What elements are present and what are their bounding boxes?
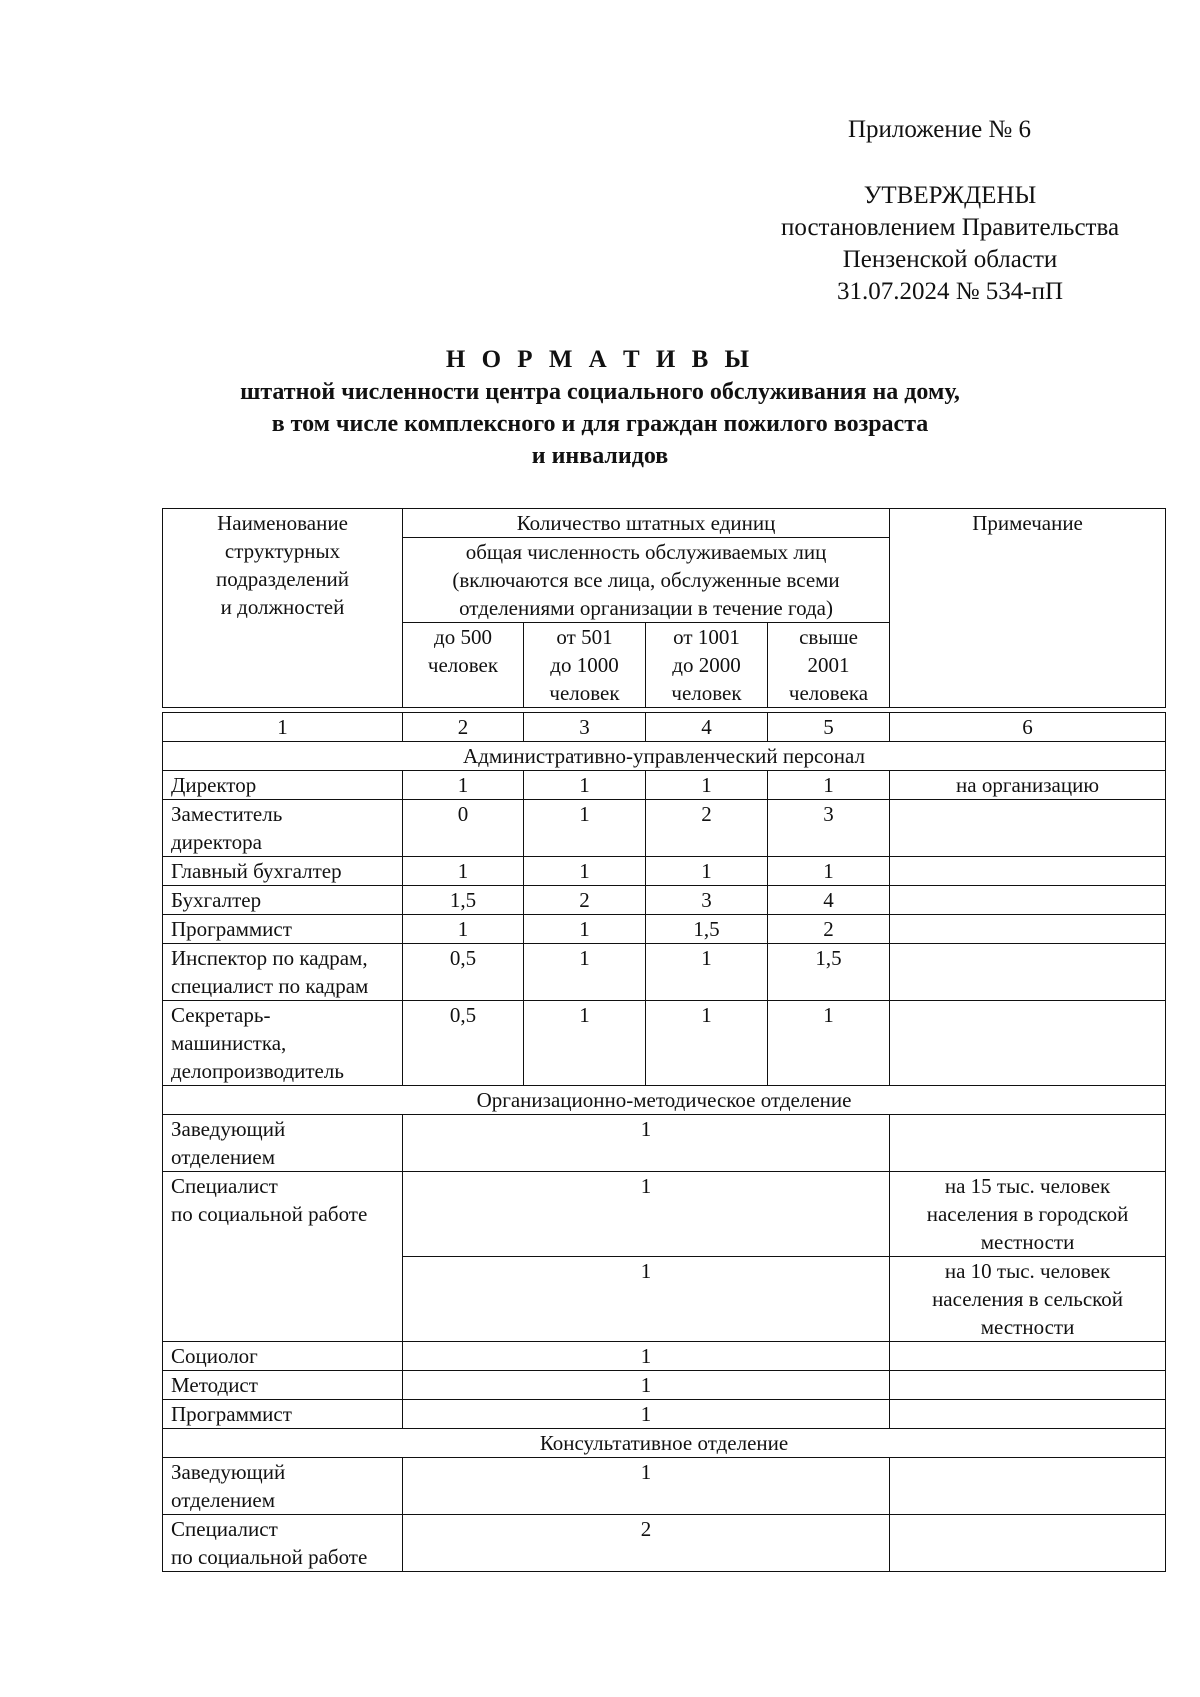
approval-block (740, 180, 1160, 308)
header-note-cell: Примечание (890, 509, 1166, 708)
approval-line: Пензенской области (842, 246, 1058, 273)
table-row: Программист 1 (163, 1400, 1166, 1429)
approval-line: постановлением Правительства (780, 214, 1120, 241)
table-row: Специалист по социальной работе 2 (163, 1515, 1166, 1572)
section-title: Консультативное отделение (163, 1429, 1166, 1458)
table-header-row (163, 509, 1166, 538)
section-title-row (163, 742, 1166, 771)
table-row: Методист 1 (163, 1371, 1166, 1400)
table-row: Директор 1 1 1 1 на организацию (163, 771, 1166, 800)
table-row: Главный бухгалтер 1 1 1 1 (163, 857, 1166, 886)
title-line: и инвалидов (531, 443, 669, 469)
table-row: 1 на 10 тыс. человек населения в сельской местности (163, 1257, 1166, 1342)
header-col-cell: от 1001 до 2000 человек (646, 623, 768, 708)
approval-line: УТВЕРЖДЕНЫ (863, 182, 1037, 209)
table-row: Социолог 1 (163, 1342, 1166, 1371)
table-row: Секретарь- машинистка, делопроизводитель 0,5 1 1 1 (163, 1001, 1166, 1086)
table-row: Инспектор по кадрам, специалист по кадрам 0,5 1 1 1,5 (163, 944, 1166, 1001)
header-group-cell: Количество штатных единиц (403, 509, 890, 538)
header-subgroup-cell: общая численность обслуживаемых лиц (включаются все лица, обслуженные всеми отделениями организации в течение года) (403, 538, 890, 623)
appendix-label: Приложение № 6 (848, 116, 1032, 143)
staffing-norms-table (162, 508, 1166, 1572)
table-row: Заведующий отделением 1 (163, 1458, 1166, 1515)
table-row: Заведующий отделением 1 (163, 1115, 1166, 1172)
table-row: Программист 1 1 1,5 2 (163, 915, 1166, 944)
table-row: Заместитель директора 0 1 2 3 (163, 800, 1166, 857)
header-col-cell: свыше 2001 человека (768, 623, 890, 708)
table-row: Бухгалтер 1,5 2 3 4 (163, 886, 1166, 915)
approval-date-number: 31.07.2024 № 534-пП (836, 278, 1064, 305)
header-col-cell: от 501 до 1000 человек (524, 623, 646, 708)
title-line: в том числе комплексного и для граждан пожилого возраста (271, 411, 929, 437)
header-col-cell: до 500 человек (403, 623, 524, 708)
section-title-row (163, 1429, 1166, 1458)
column-numbers-row: 1 2 3 4 5 6 (163, 713, 1166, 742)
document-title (160, 344, 1040, 472)
section-title-row (163, 1086, 1166, 1115)
table-row: Специалист по социальной работе 1 на 15 тыс. человек населения в городской местности (163, 1172, 1166, 1257)
title-heading: Н О Р М А Т И В Ы (445, 346, 755, 373)
section-title: Организационно-методическое отделение (163, 1086, 1166, 1115)
header-name-cell: Наименование структурных подразделений и должностей (163, 509, 403, 708)
title-line: штатной численности центра социального обслуживания на дому, (240, 379, 960, 405)
section-title: Административно-управленческий персонал (163, 742, 1166, 771)
